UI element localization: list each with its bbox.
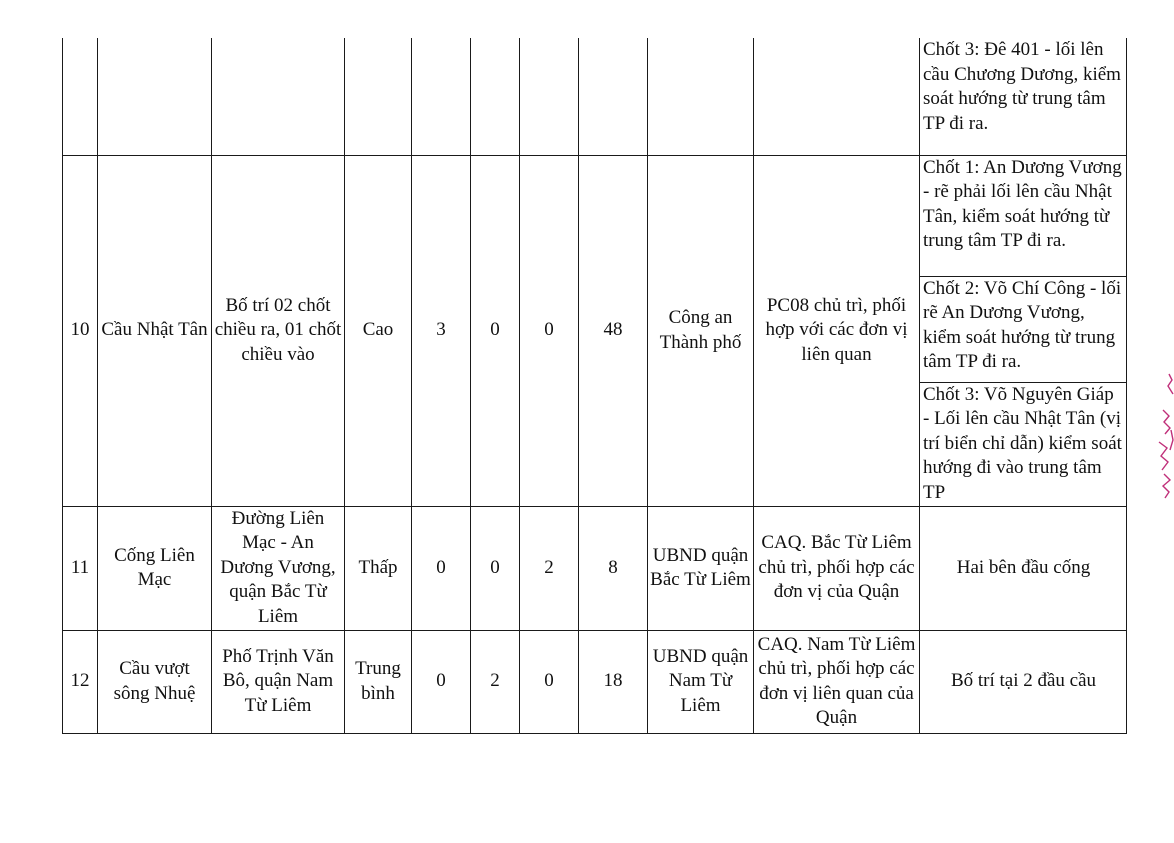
table-row <box>63 38 1127 155</box>
seal-stamp-edge <box>1155 370 1174 500</box>
table-row <box>63 630 1127 733</box>
cell-count-3: 0 <box>520 630 579 733</box>
cell-checkpoint-note: Hai bên đầu cống <box>920 506 1127 630</box>
cell-agency: UBND quận Bắc Từ Liêm <box>648 506 754 630</box>
cell-count-3: 0 <box>520 155 579 506</box>
cell-count-2: 0 <box>471 155 520 506</box>
cell-plan: Phố Trịnh Văn Bô, quận Nam Từ Liêm <box>212 630 345 733</box>
cell-plan: Đường Liên Mạc - An Dương Vương, quận Bắc Từ Liêm <box>212 506 345 630</box>
cell-name: Cầu Nhật Tân <box>98 155 212 506</box>
cell-count-3 <box>520 38 579 155</box>
cell-lead: PC08 chủ trì, phối hợp với các đơn vị liên quan <box>754 155 920 506</box>
cell-checkpoint-note: Chốt 2: Võ Chí Công - lối rẽ An Dương Vương, kiểm soát hướng từ trung tâm TP đi ra. <box>920 276 1127 382</box>
cell-checkpoint-note: Chốt 3: Võ Nguyên Giáp - Lối lên cầu Nhật Tân (vị trí biển chỉ dẫn) kiểm soát hướng đi vào trung tâm TP <box>920 382 1127 506</box>
cell-no: 10 <box>63 155 98 506</box>
table-row <box>63 155 1127 276</box>
cell-checkpoint-note: Chốt 1: An Dương Vương - rẽ phải lối lên cầu Nhật Tân, kiểm soát hướng từ trung tâm TP đi ra. <box>920 155 1127 276</box>
cell-no: 11 <box>63 506 98 630</box>
cell-count-4: 18 <box>579 630 648 733</box>
inspection-points-table <box>62 38 1127 734</box>
cell-no: 12 <box>63 630 98 733</box>
cell-name <box>98 38 212 155</box>
cell-plan <box>212 38 345 155</box>
cell-count-2 <box>471 38 520 155</box>
cell-level: Thấp <box>345 506 412 630</box>
cell-name: Cầu vượt sông Nhuệ <box>98 630 212 733</box>
cell-count-4: 8 <box>579 506 648 630</box>
cell-plan: Bố trí 02 chốt chiều ra, 01 chốt chiều vào <box>212 155 345 506</box>
table-row <box>63 506 1127 630</box>
cell-lead: CAQ. Bắc Từ Liêm chủ trì, phối hợp các đơn vị của Quận <box>754 506 920 630</box>
cell-no <box>63 38 98 155</box>
cell-level: Cao <box>345 155 412 506</box>
cell-level <box>345 38 412 155</box>
cell-count-1: 3 <box>412 155 471 506</box>
cell-lead: CAQ. Nam Từ Liêm chủ trì, phối hợp các đơn vị liên quan của Quận <box>754 630 920 733</box>
cell-agency: Công an Thành phố <box>648 155 754 506</box>
cell-name: Cống Liên Mạc <box>98 506 212 630</box>
cell-count-2: 2 <box>471 630 520 733</box>
cell-checkpoint-note: Bố trí tại 2 đầu cầu <box>920 630 1127 733</box>
cell-count-4 <box>579 38 648 155</box>
cell-count-3: 2 <box>520 506 579 630</box>
cell-level: Trung bình <box>345 630 412 733</box>
cell-agency: UBND quận Nam Từ Liêm <box>648 630 754 733</box>
cell-count-1: 0 <box>412 506 471 630</box>
cell-count-1: 0 <box>412 630 471 733</box>
cell-count-1 <box>412 38 471 155</box>
cell-count-2: 0 <box>471 506 520 630</box>
seal-strokes <box>1159 374 1173 498</box>
cell-count-4: 48 <box>579 155 648 506</box>
cell-agency <box>648 38 754 155</box>
cell-checkpoint-note: Chốt 3: Đê 401 - lối lên cầu Chương Dương, kiểm soát hướng từ trung tâm TP đi ra. <box>920 38 1127 155</box>
cell-lead <box>754 38 920 155</box>
